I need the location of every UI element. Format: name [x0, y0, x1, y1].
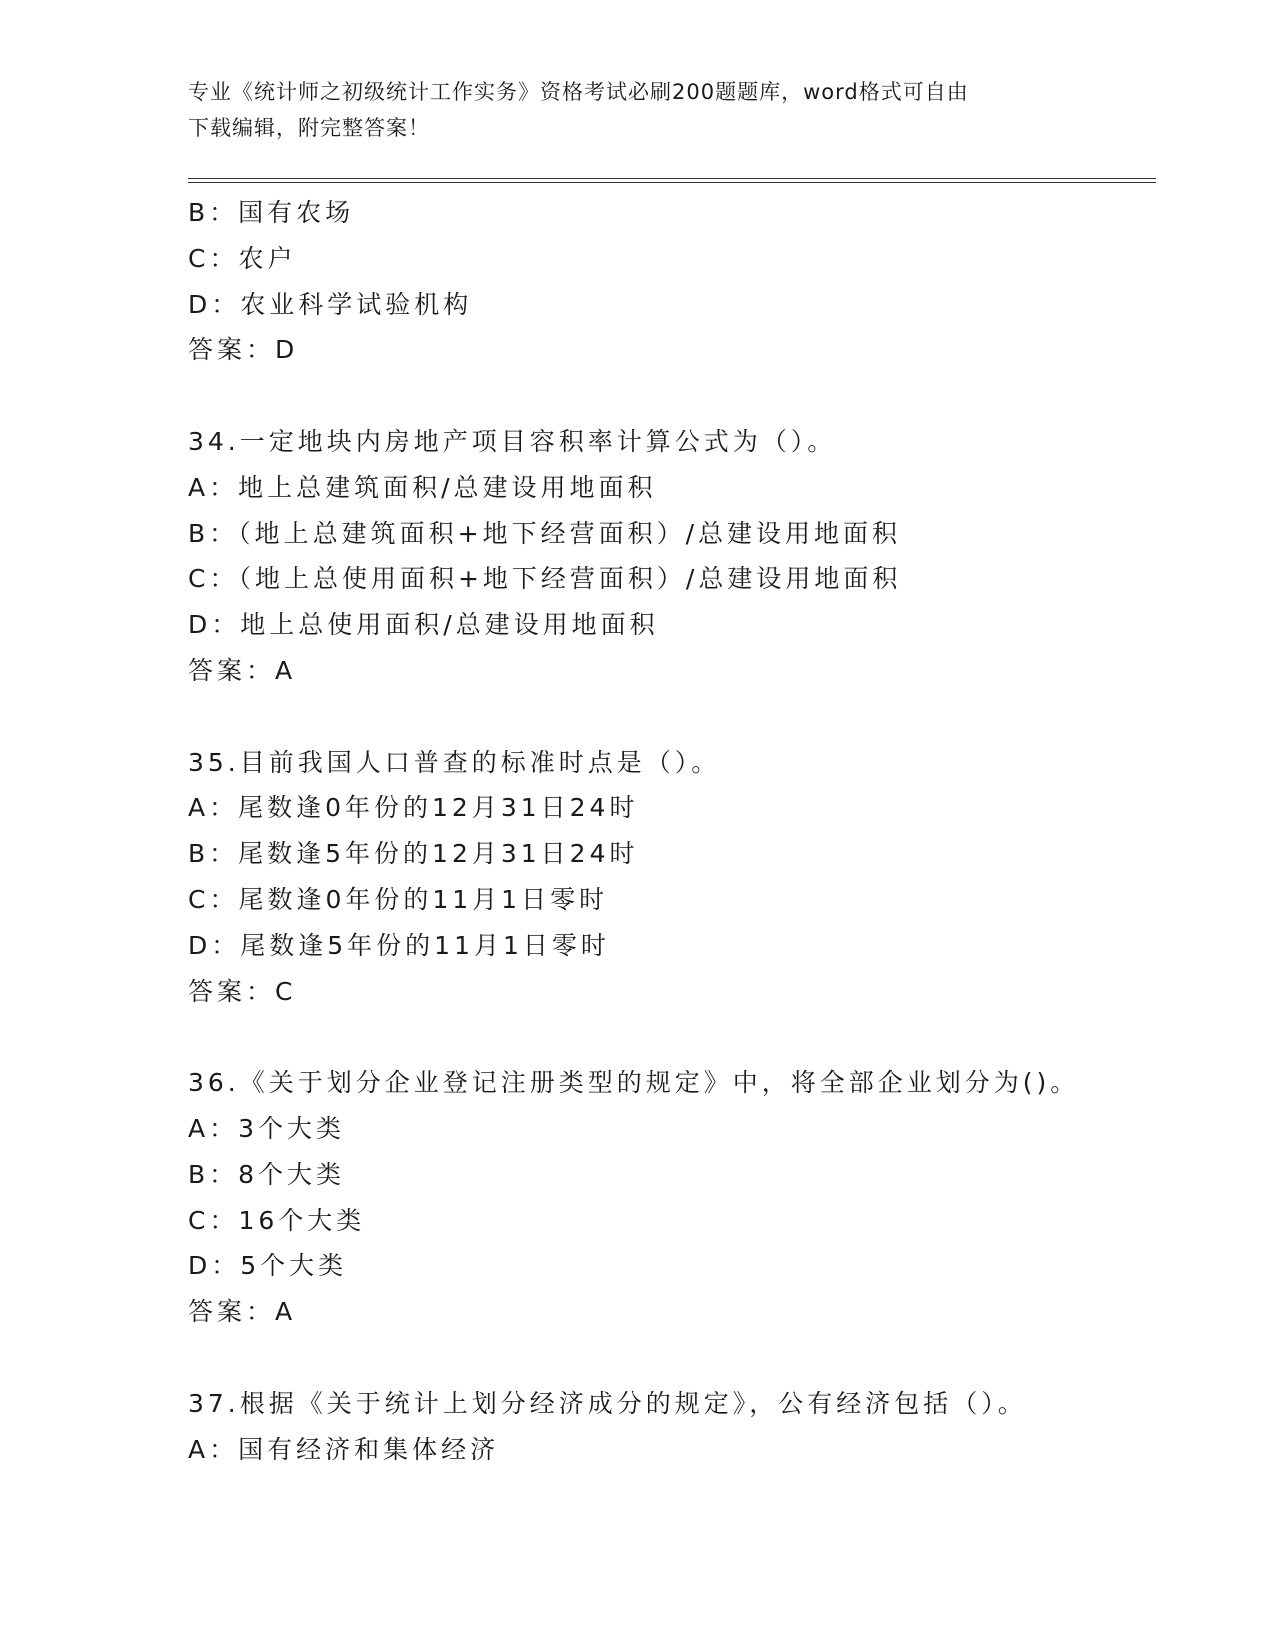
question-block-37: [188, 1381, 1156, 1473]
spacer: [188, 1014, 1156, 1060]
header-line-2: 下载编辑，附完整答案！: [188, 116, 430, 140]
answer-line: 答案：A: [188, 1297, 297, 1327]
header-line-1: 专业《统计师之初级统计工作实务》资格考试必刷200题题库，word格式可自由: [188, 80, 969, 104]
option-b: B：尾数逢5年份的12月31日24时: [188, 839, 639, 869]
question-stem: 37.根据《关于统计上划分经济成分的规定》，公有经济包括（）。: [188, 1388, 1027, 1418]
spacer: [188, 1335, 1156, 1381]
option-b: B：（地上总建筑面积+地下经营面积）/总建设用地面积: [188, 518, 902, 548]
option-d: D：5个大类: [188, 1251, 348, 1281]
option-a: A：3个大类: [188, 1113, 346, 1143]
header-divider-bottom: [188, 182, 1156, 183]
document-header: [188, 74, 1068, 146]
question-stem: 36.《关于划分企业登记注册类型的规定》中，将全部企业划分为()。: [188, 1068, 1080, 1098]
question-block-36: [188, 1060, 1156, 1335]
option-a: A：地上总建筑面积/总建设用地面积: [188, 472, 657, 502]
option-c: C：16个大类: [188, 1205, 366, 1235]
question-stem: 34.一定地块内房地产项目容积率计算公式为（）。: [188, 426, 837, 456]
option-c: C：农户: [188, 243, 297, 273]
option-d: D：尾数逢5年份的11月1日零时: [188, 930, 610, 960]
option-b: B：8个大类: [188, 1159, 346, 1189]
spacer: [188, 373, 1156, 419]
option-b: B：国有农场: [188, 198, 355, 227]
answer-line: 答案：A: [188, 655, 297, 685]
answer-line: 答案：C: [188, 976, 297, 1006]
question-stem: 35.目前我国人口普查的标准时点是（）。: [188, 747, 721, 777]
header-divider-top: [188, 178, 1156, 179]
option-c: C：尾数逢0年份的11月1日零时: [188, 884, 609, 914]
answer-line: 答案：D: [188, 335, 299, 365]
option-a: A：国有经济和集体经济: [188, 1434, 500, 1464]
option-d: D：地上总使用面积/总建设用地面积: [188, 610, 659, 640]
question-block-34: [188, 419, 1156, 694]
spacer: [188, 694, 1156, 740]
option-c: C：（地上总使用面积+地下经营面积）/总建设用地面积: [188, 564, 902, 594]
option-a: A：尾数逢0年份的12月31日24时: [188, 793, 639, 823]
question-block-33: [188, 190, 1156, 373]
option-d: D：农业科学试验机构: [188, 289, 473, 319]
question-list: [188, 190, 1156, 1472]
question-block-35: [188, 740, 1156, 1015]
